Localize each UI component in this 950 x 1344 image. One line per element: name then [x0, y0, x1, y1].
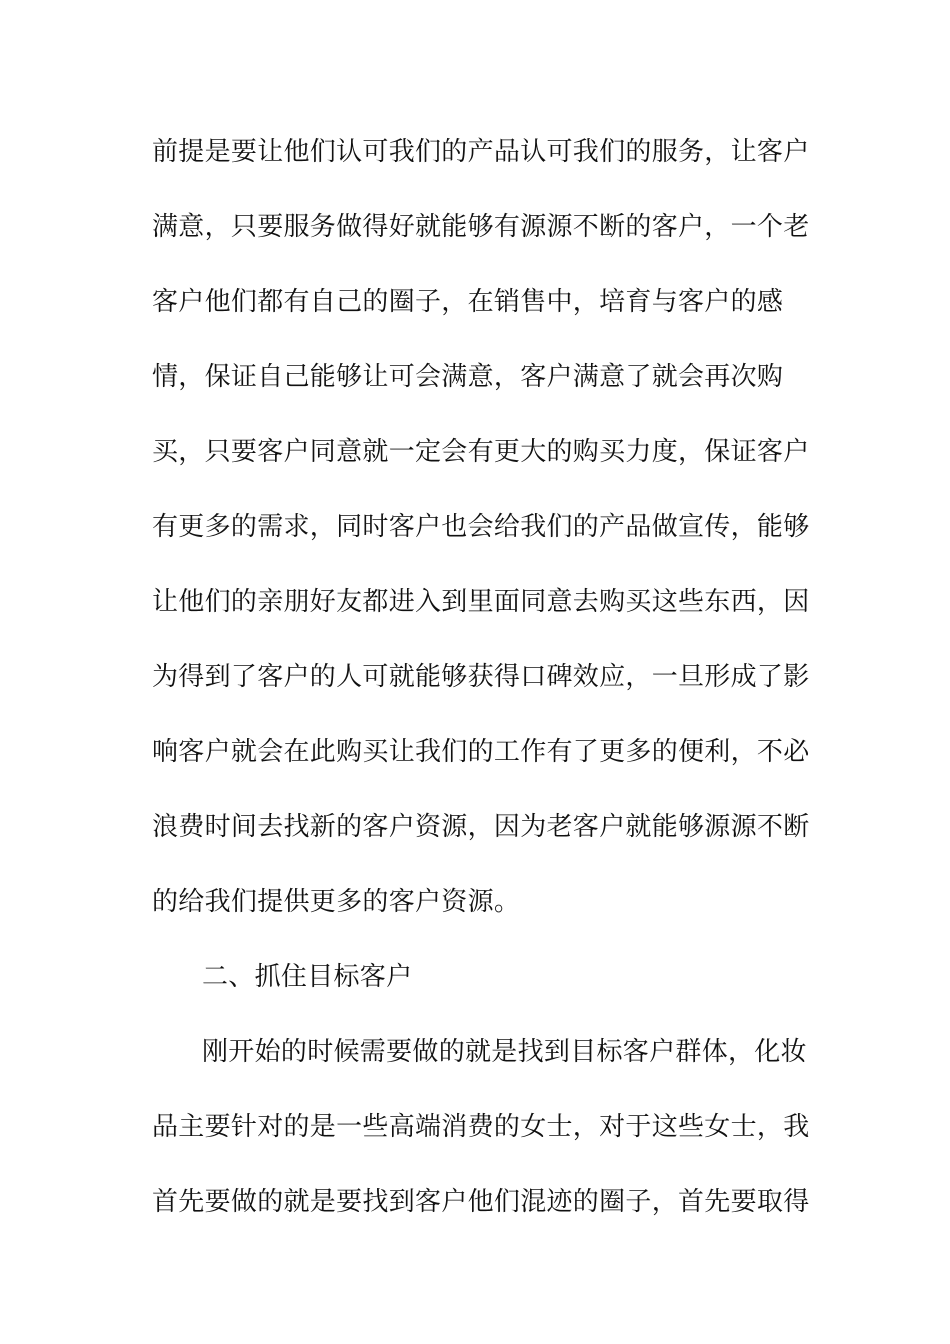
- body-text-line: 客户他们都有自己的圈子，在销售中，培育与客户的感: [152, 287, 784, 317]
- body-text-line: 响客户就会在此购买让我们的工作有了更多的便利，不必: [152, 737, 810, 767]
- body-text-line: 为得到了客户的人可就能够获得口碑效应，一旦形成了影: [152, 662, 810, 692]
- body-text-line: 的给我们提供更多的客户资源。: [152, 887, 521, 917]
- body-text-line: 让他们的亲朋好友都进入到里面同意去购买这些东西，因: [152, 587, 810, 617]
- body-text-line: 浪费时间去找新的客户资源，因为老客户就能够源源不断: [152, 812, 810, 842]
- body-text-line: 前提是要让他们认可我们的产品认可我们的服务，让客户: [152, 137, 810, 167]
- body-text-line: 品主要针对的是一些高端消费的女士，对于这些女士，我: [152, 1112, 810, 1142]
- body-text-line: 情，保证自己能够让可会满意，客户满意了就会再次购: [152, 362, 784, 392]
- section-heading: 二、抓住目标客户: [202, 962, 413, 992]
- body-text-line: 满意，只要服务做得好就能够有源源不断的客户，一个老: [152, 212, 810, 242]
- body-text-line: 有更多的需求，同时客户也会给我们的产品做宣传，能够: [152, 512, 810, 542]
- body-text-line: 首先要做的就是要找到客户他们混迹的圈子，首先要取得: [152, 1187, 810, 1217]
- body-text-line: 买，只要客户同意就一定会有更大的购买力度，保证客户: [152, 437, 810, 467]
- body-text-line: 刚开始的时候需要做的就是找到目标客户群体，化妆: [202, 1037, 807, 1067]
